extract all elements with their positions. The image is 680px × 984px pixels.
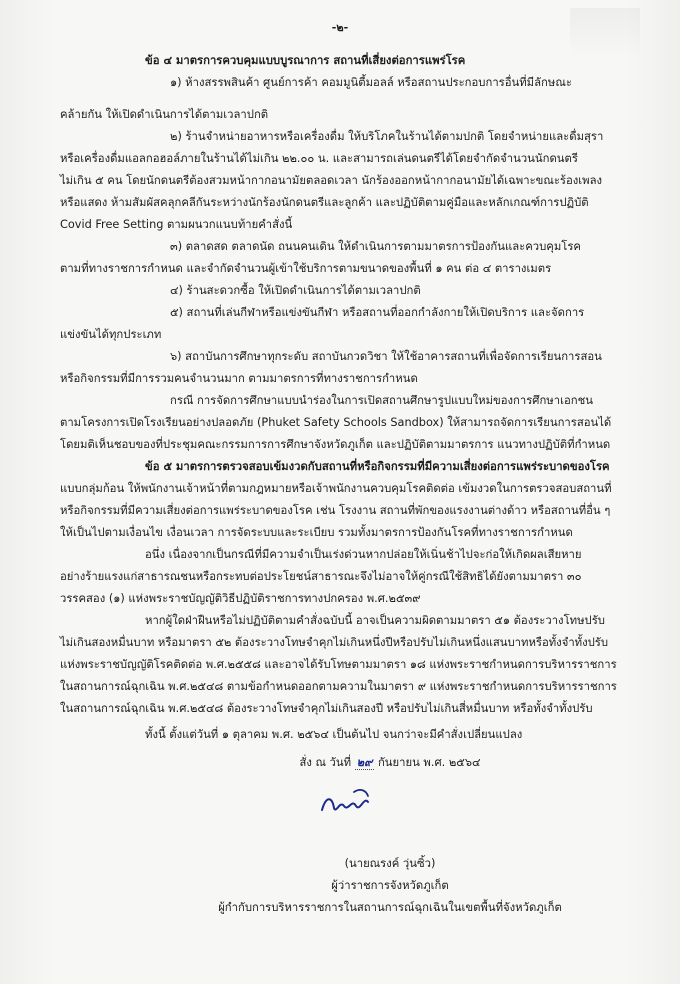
paragraph-line: โดยมติเห็นชอบของที่ประชุมคณะกรรมการการศึกษาจังหวัดภูเก็ต และปฏิบัติตามมาตรการ แนวทางปฏิบัติที่กำหนด	[60, 438, 611, 451]
signer-title: ผู้ว่าราชการจังหวัดภูเก็ต	[331, 879, 449, 892]
paragraph-line: หรือกิจกรรมที่มีการรวมคนจำนวนมาก ตามมาตรการที่ทางราชการกำหนด	[60, 372, 418, 385]
signing-date	[0, 752, 680, 774]
paragraph-line: แห่งพระราชบัญญัติโรคติดต่อ พ.ศ.๒๕๕๘ และอาจได้รับโทษตามมาตรา ๑๘ แห่งพระราชกำหนดการบริหารราชการ	[60, 658, 617, 671]
signature-text	[318, 794, 378, 815]
paragraph-line: อย่างร้ายแรงแก่สาธารณชนหรือกระทบต่อประโยชน์สาธารณะจึงไม่อาจให้คู่กรณีใช้สิทธิได้ยังตามมาตรา ๓๐	[60, 570, 582, 583]
paragraph-line: คล้ายกัน ให้เปิดดำเนินการได้ตามเวลาปกติ	[60, 108, 269, 121]
paragraph-line: แบบกลุ่มก้อน ให้พนักงานเจ้าหน้าที่ตามกฎหมายหรือเจ้าพนักงานควบคุมโรคติดต่อ เข้มงวดในการตรวจสอบสถานที่	[60, 482, 612, 495]
paragraph-line: ไม่เกินสองหมื่นบาท หรือมาตรา ๕๒ ต้องระวางโทษจำคุกไม่เกินหนึ่งปีหรือปรับไม่เกินหนึ่งแสนบาทหรือทั้งจำทั้งปรับ	[60, 636, 609, 649]
date-prefix: สั่ง ณ วันที่	[299, 756, 352, 769]
clause-4-heading: ข้อ ๔ มาตรการควบคุมแบบบูรณาการ สถานที่เสี่ยงต่อการแพร่โรค	[145, 54, 466, 67]
paragraph-line: ๒) ร้านจำหน่ายอาหารหรือเครื่องดื่ม ให้บริโภคในร้านได้ตามปกติ โดยจำหน่ายและดื่มสุรา	[170, 130, 604, 143]
paragraph-line: อนึ่ง เนื่องจากเป็นกรณีที่มีความจำเป็นเร่งด่วนหากปล่อยให้เนิ่นช้าไปจะก่อให้เกิดผลเสียหาย	[145, 548, 582, 561]
paragraph-line: Covid Free Setting ตามผนวกแนบท้ายคำสั่งนี้	[60, 218, 293, 231]
paragraph-line: ในสถานการณ์ฉุกเฉิน พ.ศ.๒๕๔๘ ตามข้อกำหนดออกตามความในมาตรา ๙ แห่งพระราชกำหนดการบริหารราชการ	[60, 680, 617, 693]
paragraph-line: ๔) ร้านสะดวกซื้อ ให้เปิดดำเนินการได้ตามเวลาปกติ	[170, 284, 421, 297]
paragraph-line: ตามที่ทางราชการกำหนด และจำกัดจำนวนผู้เข้าใช้บริการตามขนาดของพื้นที่ ๑ คน ต่อ ๔ ตารางเมตร	[60, 262, 552, 275]
paragraph-line: ไม่เกิน ๕ คน โดยนักดนตรีต้องสวมหน้ากากอนามัยตลอดเวลา นักร้องออกหน้ากากอนามัยได้เฉพาะขณะร้องเพลง	[60, 174, 603, 187]
paragraph-line: หรือเครื่องดื่มแอลกอฮอล์ภายในร้านได้ไม่เกิน ๒๒.๐๐ น. และสามารถเล่นดนตรีได้โดยจำกัดจำนวนนักดนตรี	[60, 152, 578, 165]
effective-date-line: ทั้งนี้ ตั้งแต่วันที่ ๑ ตุลาคม พ.ศ. ๒๕๖๔ เป็นต้นไป จนกว่าจะมีคำสั่งเปลี่ยนแปลง	[145, 728, 523, 741]
paragraph-line: กรณี การจัดการศึกษาแบบนำร่องในการเปิดสถานศึกษารูปแบบใหม่ของการศึกษาเอกชน	[170, 394, 593, 407]
page-number: -๒-	[331, 21, 349, 34]
paragraph-line: แข่งขันได้ทุกประเภท	[60, 328, 162, 341]
paragraph-line: ๑) ห้างสรรพสินค้า ศูนย์การค้า คอมมูนิตี้มอลล์ หรือสถานประกอบการอื่นที่มีลักษณะ	[170, 76, 572, 89]
paragraph-line: ๕) สถานที่เล่นกีฬาหรือแข่งขันกีฬา หรือสถานที่ออกกำลังกายให้เปิดบริการ และจัดการ	[170, 306, 585, 319]
paragraph-line: หรือกิจกรรมที่มีความเสี่ยงต่อการแพร่ระบาดของโรค เช่น โรงงาน สถานที่พักของแรงงานต่างด้าว หรือสถานที่อื่น ๆ	[60, 504, 611, 517]
paragraph-line: ให้เป็นไปตามเงื่อนไข เงื่อนเวลา การจัดระบบและระเบียบ รวมทั้งมาตรการป้องกันโรคที่ทางราชการกำหนด	[60, 526, 573, 539]
date-suffix: กันยายน พ.ศ. ๒๕๖๔	[377, 756, 481, 769]
paragraph-line: หากผู้ใดฝ่าฝืนหรือไม่ปฏิบัติตามคำสั่งฉบับนี้ อาจเป็นความผิดตามมาตรา ๕๑ ต้องระวางโทษปรับ	[145, 614, 605, 627]
clause-5-heading: ข้อ ๕ มาตรการตรวจสอบเข้มงวดกับสถานที่หรือกิจกรรมที่มีความเสี่ยงต่อการแพร่ระบาดของโรค	[145, 460, 610, 473]
signer-role: ผู้กำกับการบริหารราชการในสถานการณ์ฉุกเฉินในเขตพื้นที่จังหวัดภูเก็ต	[218, 901, 562, 914]
paragraph-line: ๖) สถาบันการศึกษาทุกระดับ สถาบันกวดวิชา ให้ใช้อาคารสถานที่เพื่อจัดการเรียนการสอน	[170, 350, 602, 363]
paragraph-line: ในสถานการณ์ฉุกเฉิน พ.ศ.๒๕๔๘ ต้องระวางโทษจำคุกไม่เกินสองปี หรือปรับไม่เกินสี่หมื่นบาท หรือทั้งจำทั้งปรับ	[60, 702, 593, 715]
signer-name: (นายณรงค์ วุ่นซิ้ว)	[344, 857, 436, 870]
paragraph-line: ๓) ตลาดสด ตลาดนัด ถนนคนเดิน ให้ดำเนินการตามมาตรการป้องกันและควบคุมโรค	[170, 240, 581, 253]
date-day: ๒๙	[356, 756, 373, 769]
paragraph-line: หรือแสดง ห้ามสัมผัสคลุกคลีกันระหว่างนักร้องนักดนตรีและลูกค้า และปฏิบัติตามคู่มือและหลักเกณฑ์การปฏิบัติ	[60, 196, 589, 209]
paragraph-line: ตามโครงการเปิดโรงเรียนอย่างปลอดภัย (Phuket Safety Schools Sandbox) ให้สามารถจัดการเรียนการสอนได้	[60, 416, 612, 429]
paragraph-line: วรรคสอง (๑) แห่งพระราชบัญญัติวิธีปฏิบัติราชการทางปกครอง พ.ศ.๒๕๓๙	[60, 592, 421, 605]
